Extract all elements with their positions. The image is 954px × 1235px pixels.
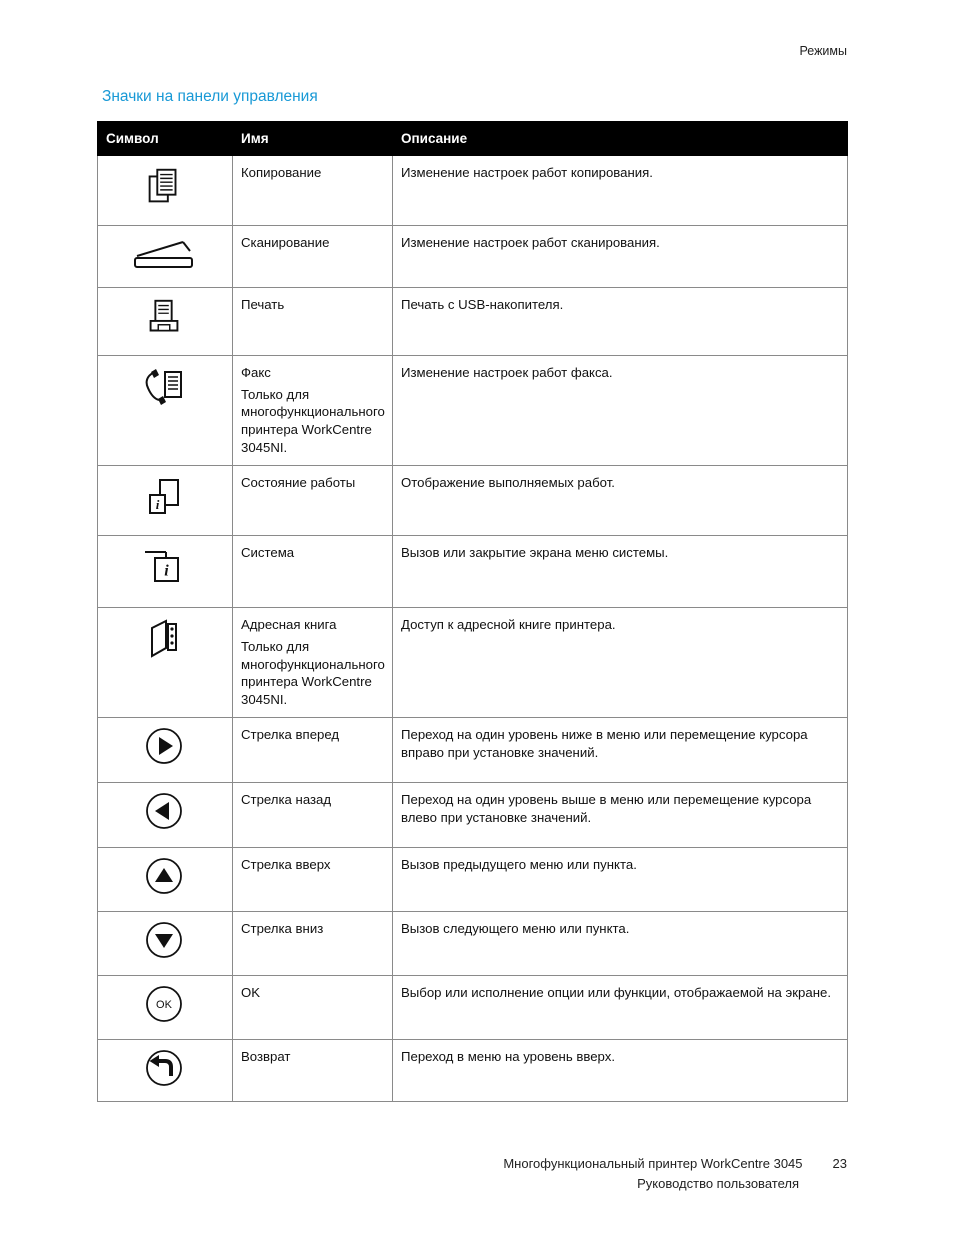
section-title: Значки на панели управления bbox=[102, 88, 318, 105]
svg-text:OK: OK bbox=[156, 998, 172, 1011]
footer-product: Многофункциональный принтер WorkCentre 3045 bbox=[503, 1156, 803, 1171]
symbol-description: Выбор или исполнение опции или функции, отображаемой на экране. bbox=[393, 975, 848, 1039]
table-row bbox=[98, 717, 848, 782]
symbol-description: Вызов предыдущего меню или пункта. bbox=[393, 847, 848, 911]
system-icon bbox=[98, 535, 233, 607]
footer-subtitle: Руководство пользователя bbox=[637, 1176, 799, 1191]
symbol-note: Только для многофункционального принтера WorkCentre 3045NI. bbox=[241, 386, 385, 456]
symbol-description: Печать с USB-накопителя. bbox=[393, 288, 848, 356]
icons-table bbox=[97, 121, 848, 1102]
symbol-description: Отображение выполняемых работ. bbox=[393, 465, 848, 535]
symbol-name-cell bbox=[233, 911, 393, 975]
ok-icon bbox=[98, 975, 233, 1039]
symbol-name-cell bbox=[233, 288, 393, 356]
symbol-name-cell bbox=[233, 156, 393, 226]
table-row bbox=[98, 156, 848, 226]
symbol-name-cell bbox=[233, 465, 393, 535]
running-header: Режимы bbox=[799, 44, 847, 58]
table-row bbox=[98, 535, 848, 607]
svg-text:i: i bbox=[164, 562, 169, 580]
table-row bbox=[98, 288, 848, 356]
table-row bbox=[98, 465, 848, 535]
symbol-description: Изменение настроек работ копирования. bbox=[393, 156, 848, 226]
symbol-description: Вызов следующего меню или пункта. bbox=[393, 911, 848, 975]
symbol-name: Стрелка назад bbox=[241, 791, 332, 807]
symbol-name-cell bbox=[233, 355, 393, 465]
header-name: Имя bbox=[233, 122, 393, 156]
return-icon bbox=[98, 1039, 233, 1101]
table-row bbox=[98, 1039, 848, 1101]
symbol-name: Сканирование bbox=[241, 235, 330, 250]
symbol-description: Переход на один уровень выше в меню или перемещение курсора влево при установке значений. bbox=[393, 782, 848, 847]
address-book-icon bbox=[98, 607, 233, 717]
symbol-name: Копирование bbox=[241, 165, 322, 180]
header-symbol: Символ bbox=[98, 122, 233, 156]
icons-table-wrap bbox=[97, 121, 847, 1102]
symbol-description: Изменение настроек работ факса. bbox=[393, 355, 848, 465]
symbol-description: Переход на один уровень ниже в меню или перемещение курсора вправо при установке значений. bbox=[393, 717, 848, 782]
symbol-name: Возврат bbox=[241, 1048, 291, 1064]
table-row bbox=[98, 607, 848, 717]
symbol-name: Печать bbox=[241, 297, 285, 312]
symbol-description: Доступ к адресной книге принтера. bbox=[393, 607, 848, 717]
table-row bbox=[98, 975, 848, 1039]
table-header bbox=[98, 122, 848, 156]
symbol-description: Изменение настроек работ сканирования. bbox=[393, 226, 848, 288]
table-row bbox=[98, 782, 848, 847]
symbol-name-cell bbox=[233, 782, 393, 847]
arrow-up-icon bbox=[98, 847, 233, 911]
table-row bbox=[98, 911, 848, 975]
copy-icon bbox=[98, 156, 233, 226]
symbol-description: Вызов или закрытие экрана меню системы. bbox=[393, 535, 848, 607]
symbol-name: OK bbox=[241, 984, 261, 1000]
table-body bbox=[98, 156, 848, 1102]
symbol-name: Стрелка вверх bbox=[241, 856, 331, 872]
symbol-name-cell bbox=[233, 1039, 393, 1101]
svg-text:i: i bbox=[155, 496, 160, 512]
symbol-name-cell bbox=[233, 226, 393, 288]
arrow-forward-icon bbox=[98, 717, 233, 782]
symbol-note: Только для многофункционального принтера WorkCentre 3045NI. bbox=[241, 638, 385, 708]
symbol-name-cell bbox=[233, 975, 393, 1039]
table-row bbox=[98, 847, 848, 911]
job-status-icon bbox=[98, 465, 233, 535]
symbol-name-cell bbox=[233, 607, 393, 717]
symbol-name: Стрелка вперед bbox=[241, 726, 340, 742]
footer-page-number: 23 bbox=[832, 1156, 847, 1171]
symbol-name: Система bbox=[241, 544, 295, 560]
symbol-name-cell bbox=[233, 535, 393, 607]
symbol-name-cell bbox=[233, 717, 393, 782]
symbol-name: Стрелка вниз bbox=[241, 920, 324, 936]
scan-icon bbox=[98, 226, 233, 288]
fax-icon bbox=[98, 355, 233, 465]
header-description: Описание bbox=[393, 122, 848, 156]
symbol-name: Адресная книга bbox=[241, 616, 337, 632]
arrow-down-icon bbox=[98, 911, 233, 975]
table-row bbox=[98, 226, 848, 288]
table-row bbox=[98, 355, 848, 465]
arrow-back-icon bbox=[98, 782, 233, 847]
symbol-name: Состояние работы bbox=[241, 474, 356, 490]
print-icon bbox=[98, 288, 233, 356]
symbol-description: Переход в меню на уровень вверх. bbox=[393, 1039, 848, 1101]
page-footer bbox=[503, 1156, 847, 1191]
symbol-name: Факс bbox=[241, 364, 271, 380]
symbol-name-cell bbox=[233, 847, 393, 911]
